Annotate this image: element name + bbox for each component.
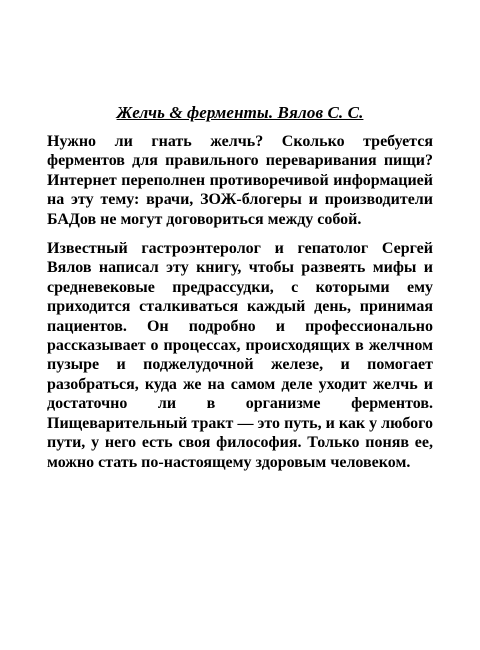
document-title: Желчь & ферменты. Вялов С. С. [116,103,364,122]
paragraph-intro: Нужно ли гнать желчь? Сколько требуется ферментов для правильного переваривания пищи? Интернет переполнен противоречивой информацией на эту тему: врачи, ЗОЖ-блогеры и производители БАДов не могут договориться между собой. [47,133,433,228]
paragraph-description: Известный гастроэнтеролог и гепатолог Сергей Вялов написал эту книгу, чтобы развеять мифы и средневековые предрассудки, с которыми ему приходится сталкиваться каждый день, принимая пациентов. Он подробно и профессионально рассказывает о процессах, происходящих в желчном пузыре и поджелудочной железе, и помогает разобраться, куда же на самом деле уходит желчь и достаточно ли в организме ферментов. Пищеварительный тракт — это путь, и как у любого пути, у него есть своя философия. Только поняв ее, можно стать по-настоящему здоровым человеком. [47,240,433,471]
document-page [47,102,433,472]
